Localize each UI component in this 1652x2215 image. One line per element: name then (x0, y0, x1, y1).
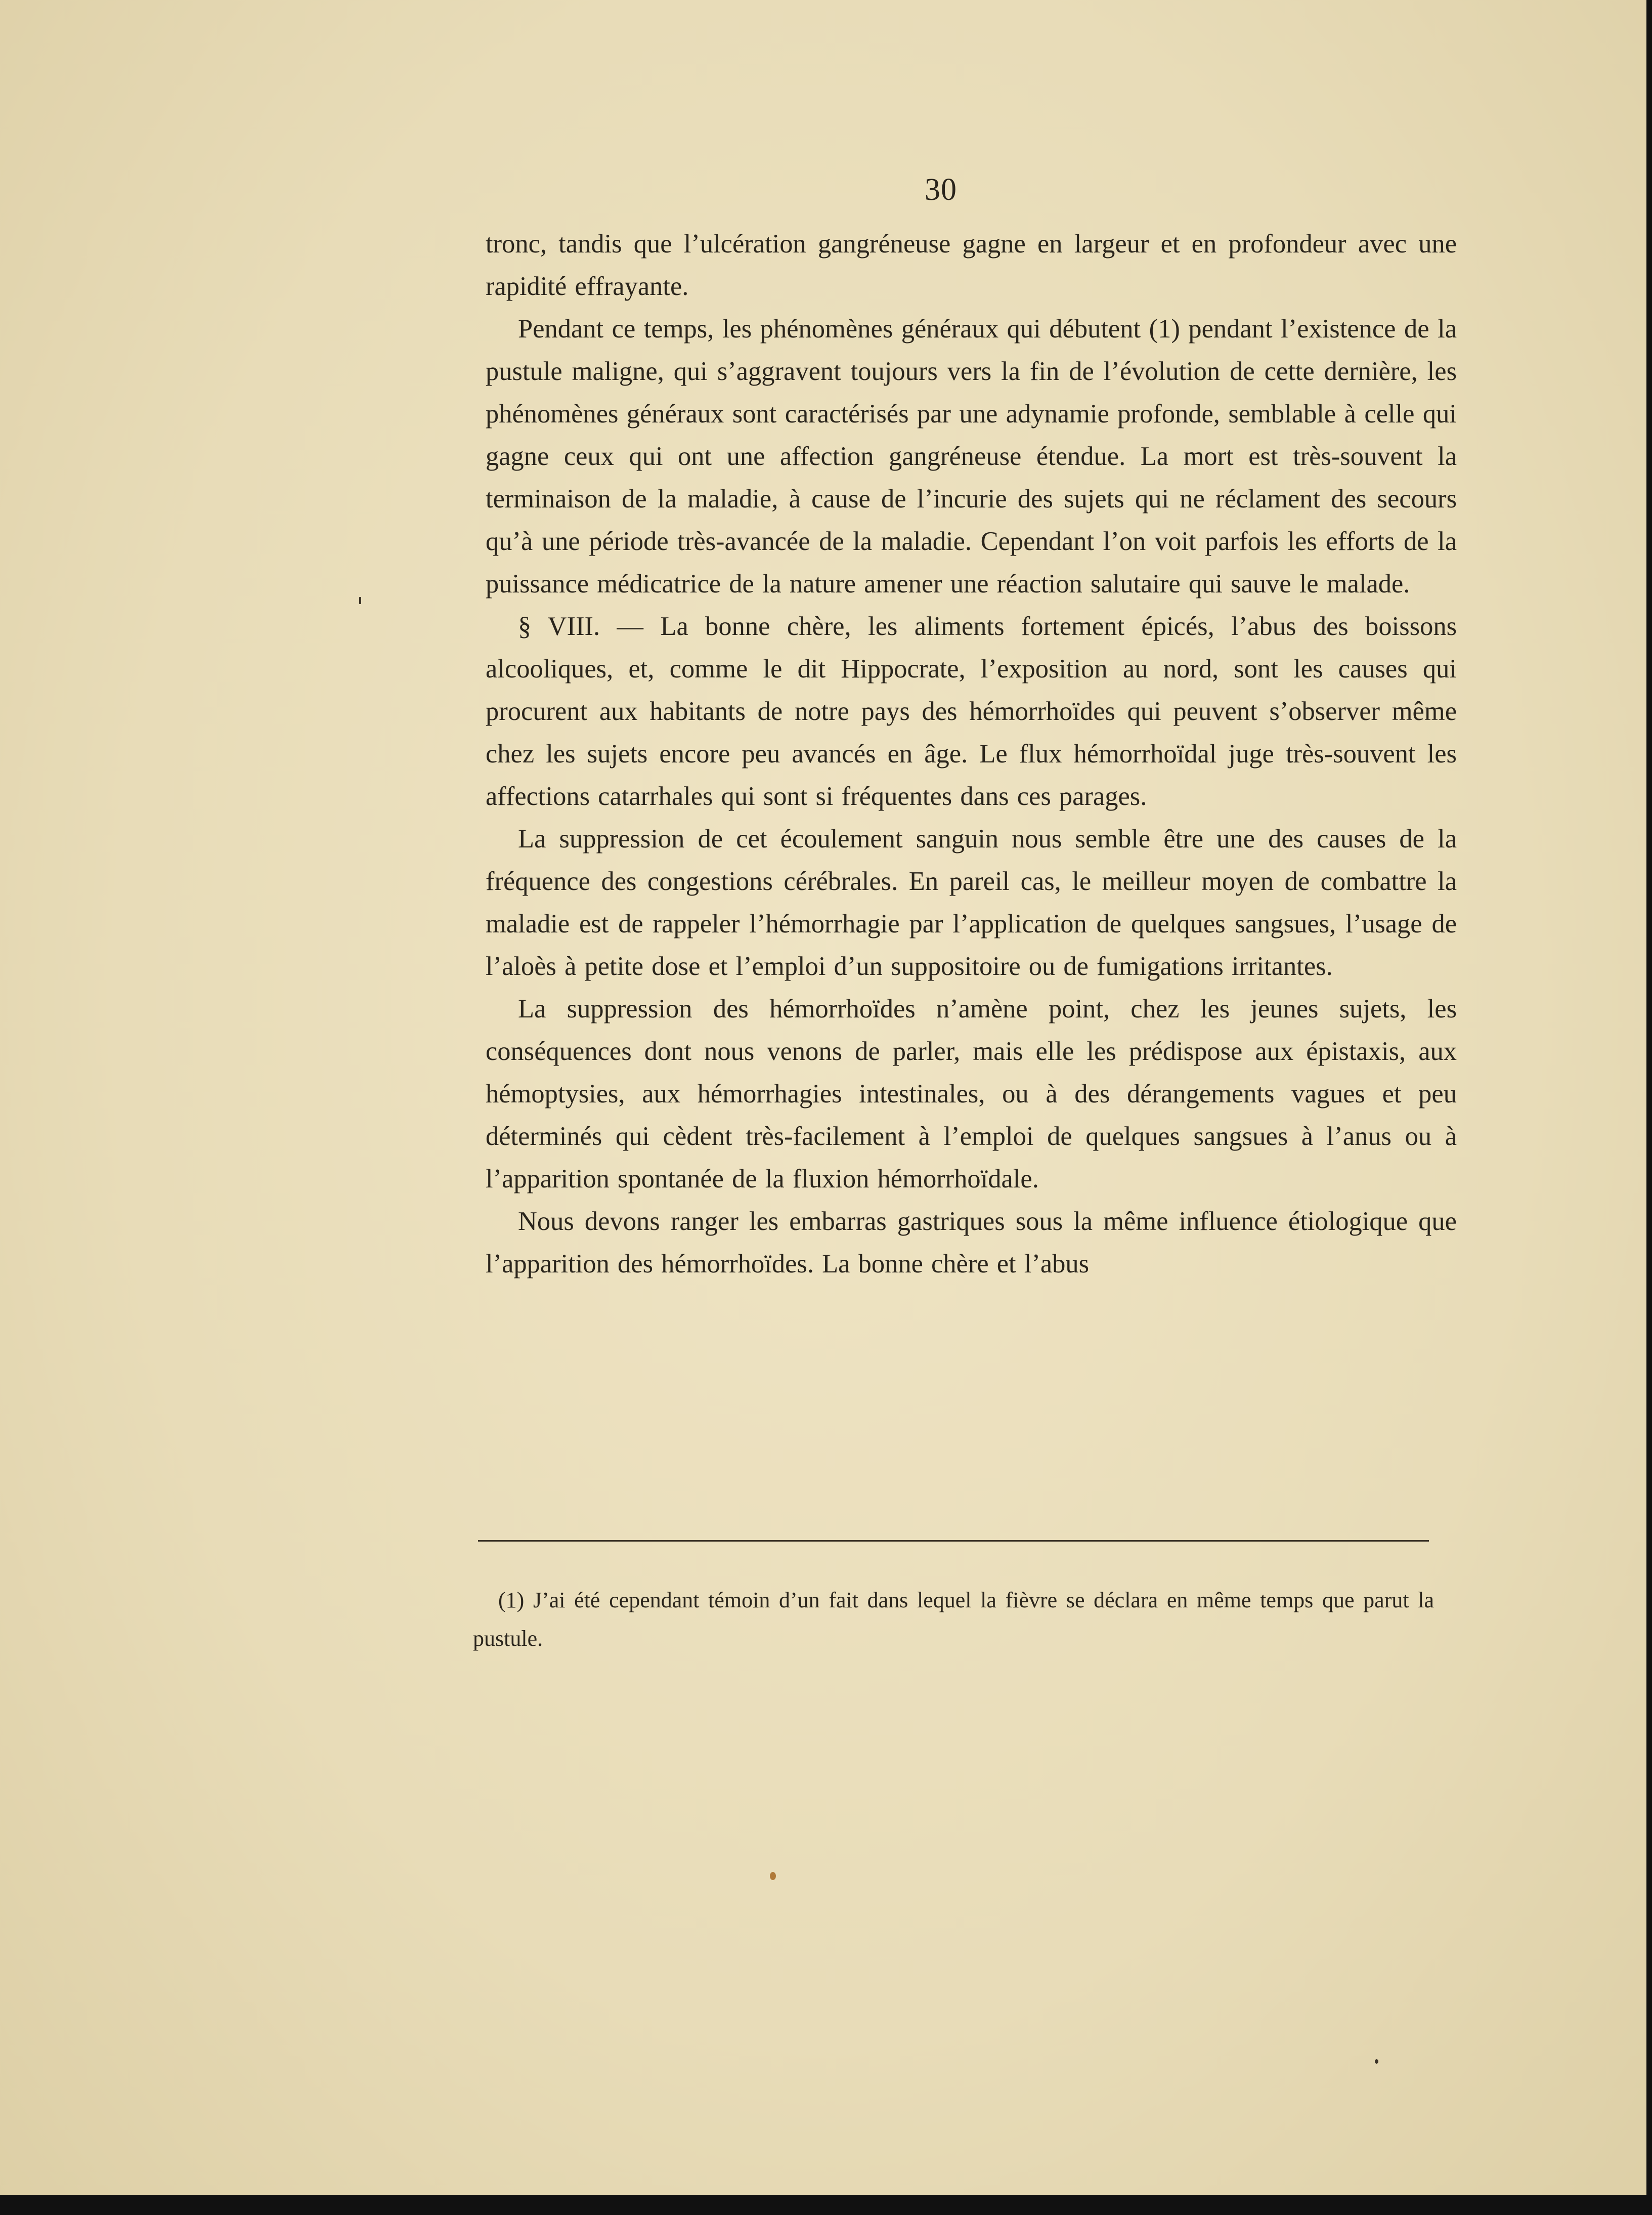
paragraph-3: § VIII. — La bonne chère, les aliments fortement épicés, l’abus des boissons alcooliques, et, comme le dit Hippocrate, l’exposition au nord, sont les causes qui procurent aux habitants de notre pays des hémorrhoïdes qui peuvent s’observer même chez les sujets encore peu avancés en âge. Le flux hémorrhoïdal juge très-souvent les affections catarrhales qui sont si fréquentes dans ces parages. (486, 612, 1457, 811)
paragraph-4: La suppression de cet écoulement sanguin nous semble être une des causes de la fréquence des congestions cérébrales. En pareil cas, le meilleur moyen de combattre la maladie est de rappeler l’hémorrhagie par l’application de quelques sangsues, l’usage de l’aloès à petite dose et l’emploi d’un suppositoire ou de fumigations irritantes. (486, 824, 1457, 981)
scan-edge-right (1646, 0, 1652, 2215)
paragraph-6: Nous devons ranger les embarras gastriques sous la même influence étiologique que l’apparition des hémorrhoïdes. La bonne chère et l’abus (486, 1207, 1457, 1279)
scan-edge-bottom (0, 2195, 1652, 2215)
ink-speck (1375, 2059, 1378, 2064)
body-text (486, 223, 1457, 1285)
paragraph-5: La suppression des hémorrhoïdes n’amène point, chez les jeunes sujets, les conséquences dont nous venons de parler, mais elle les prédispose aux épistaxis, aux hémoptysies, aux hémorrhagies intestinales, ou à des dérangements vagues et peu déterminés qui cèdent très-facilement à l’emploi de quelques sangsues à l’anus ou à l’apparition spontanée de la fluxion hémorrhoïdale. (486, 994, 1457, 1194)
ink-speck (359, 597, 361, 604)
footnote: (1) J’ai été cependant témoin d’un fait dans lequel la fièvre se déclara en même temps que parut la pustule. (473, 1588, 1434, 1651)
paragraph-1: tronc, tandis que l’ulcération gangréneuse gagne en largeur et en profondeur avec une rapidité effrayante. (486, 229, 1457, 301)
paragraph-2: Pendant ce temps, les phénomènes généraux qui débutent (1) pendant l’existence de la pustule maligne, qui s’aggravent toujours vers la fin de l’évolution de cette dernière, les phénomènes généraux sont caractérisés par une adynamie profonde, semblable à celle qui gagne ceux qui ont une affection gangréneuse étendue. La mort est très-souvent la terminaison de la maladie, à cause de l’incurie des sujets qui ne réclament des secours qu’à une période très-avancée de la maladie. Cependant l’on voit parfois les efforts de la puissance médicatrice de la nature amener une réaction salutaire qui sauve le malade. (486, 314, 1457, 599)
footnote-divider (478, 1540, 1429, 1542)
ink-speck (770, 1872, 776, 1880)
page-number: 30 (925, 173, 957, 207)
